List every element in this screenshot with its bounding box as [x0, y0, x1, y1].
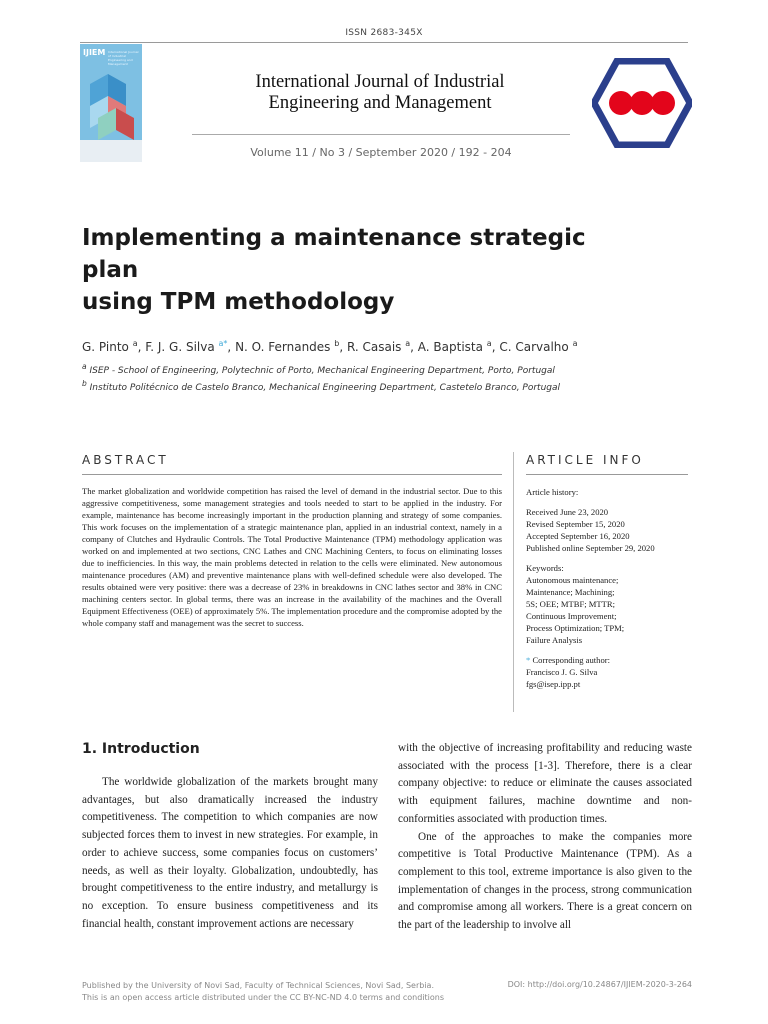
article-info-heading: ARTICLE INFO: [526, 453, 644, 467]
author-affiliation-mark: a: [132, 339, 138, 348]
author-name: F. J. G. Silva $^{a*}$: [145, 339, 228, 354]
affiliation-a-text: ISEP - School of Engineering, Polytechnic of Porto, Mechanical Engineering Department, Porto, Portugal: [89, 366, 555, 376]
article-title-line1: Implementing a maintenance strategic plan: [82, 225, 586, 283]
article-title: [82, 222, 642, 318]
author-affiliation-mark: a: [405, 339, 411, 348]
keyword-line: Continuous Improvement;: [526, 611, 617, 621]
author-name: G. Pinto $^a$: [82, 339, 138, 354]
article-info-panel: [526, 486, 706, 690]
corresponding-label-text: Corresponding author:: [532, 655, 611, 665]
affiliation-a-mark: a: [82, 362, 87, 371]
author-affiliation-mark: a: [486, 339, 492, 348]
intro-paragraph: with the objective of increasing profitability and reducing waste associated with the process [1-3]. Therefore, there is a clear company objective: to reduce or eliminate the causes associated with equipment failures, machine downtime and non-conformities associated with production times.: [398, 742, 692, 825]
history-label: Article history:: [526, 487, 579, 497]
section-heading-introduction: 1. Introduction: [82, 741, 200, 757]
issn: ISSN 2683-345X: [345, 28, 423, 38]
author-name: A. Baptista $^a$: [417, 339, 492, 354]
hexagon-three-dots-icon: [592, 58, 692, 148]
accepted-date: Accepted September 16, 2020: [526, 531, 630, 541]
corresponding-author-email[interactable]: fgs@isep.ipp.pt: [526, 679, 581, 689]
keyword-line: 5S; OEE; MTBF; MTTR;: [526, 599, 616, 609]
journal-name-line1: International Journal of Industrial: [255, 72, 505, 92]
abstract-heading: ABSTRACT: [82, 453, 169, 467]
volume-info: Volume 11 / No 3 / September 2020 / 192 - 204: [250, 146, 512, 159]
author-affiliation-mark: a*: [218, 339, 228, 348]
author-affiliation-mark: a: [572, 339, 578, 348]
article-info-divider: [526, 474, 688, 475]
corresponding-author-label: [526, 654, 706, 666]
keyword-line: Failure Analysis: [526, 635, 583, 645]
affiliation-b: [82, 379, 702, 393]
publisher-footer: [82, 980, 482, 1004]
affiliation-a: [82, 362, 702, 376]
article-title-line2: using TPM methodology: [82, 289, 395, 315]
author-separator: ,: [339, 340, 347, 354]
author-separator: ,: [137, 340, 146, 354]
author-name: R. Casais $^a$: [346, 339, 411, 354]
affiliation-b-mark: b: [82, 379, 87, 388]
corresponding-author-name: Francisco J. G. Silva: [526, 667, 598, 677]
journal-divider: [192, 134, 570, 135]
corresponding-star: *: [526, 655, 531, 665]
doi-link[interactable]: DOI: http://doi.org/10.24867/IJIEM-2020-3-264: [507, 980, 692, 989]
affiliation-b-text: Instituto Politécnico de Castelo Branco, Mechanical Engineering Department, Castetelo Branco, Portugal: [89, 383, 561, 393]
author-separator: ,: [410, 340, 418, 354]
journal-name: [200, 72, 560, 114]
abstract-body: The market globalization and worldwide competition has raised the level of demand in the industrial sector. Due to this aggressive competitiveness, some management strategies and tools needed to start to be applied in the industry. For example, maintenance has become increasingly important in the production planning and strategy of some companies. This work focuses on the implementation of a strategic maintenance plan, applied in an industrial context, namely in a company of Clutches and Hydraulic Controls. The Total Productive Maintenance (TPM) methodology application was worked on and implemented at two sections, CNC Lathes and CNC Machining Centers, to focus on eliminating losses due to inefficiencies. In this way, the main problems detected in relation to the cells were eliminated. New autonomous maintenance procedures (AM) and preventive maintenance plans with well-defined schedule were also developed. The results obtained were very positive: there was a decrease of 23% in breakdowns in CNC lathes sector and 38% in CNC machining centers sector. In global terms, there was an increase in the availability of the machines and the Overall Equipment Effectiveness (OEE) of approximately 5%. The implementation procedure and the compromise adopted by the whole company staff and management was the secret to success.: [82, 486, 502, 628]
journal-cover-thumbnail: [80, 44, 142, 162]
cover-subtitle: International Journal of Industrial Engineering and Management: [108, 50, 139, 66]
author-separator: ,: [491, 340, 500, 354]
published-date: Published online September 29, 2020: [526, 543, 655, 553]
publisher-line: Published by the University of Novi Sad, Faculty of Technical Sciences, Novi Sad, Serbia.: [82, 981, 434, 990]
revised-date: Revised September 15, 2020: [526, 519, 625, 529]
keyword-line: Maintenance; Machining;: [526, 587, 615, 597]
author-separator: ,: [227, 340, 236, 354]
column-divider: [513, 452, 514, 712]
journal-name-line2: Engineering and Management: [268, 93, 492, 113]
intro-paragraph: One of the approaches to make the companies more competitive is Total Productive Maintenance (TPM). As a complement to this tool, extreme importance is also given to the implementation of changes in the process, strong communication and compromise among all workers. There is a great concern on the part of the leadership to involve all: [398, 830, 692, 932]
cover-bottom-strip: [80, 140, 142, 162]
keyword-line: Process Optimization; TPM;: [526, 623, 625, 633]
keyword-line: Autonomous maintenance;: [526, 575, 619, 585]
received-date: Received June 23, 2020: [526, 507, 609, 517]
author-name: C. Carvalho $^a$: [499, 339, 578, 354]
intro-paragraph: The worldwide globalization of the markets brought many advantages, but also dramatically increased the industry competitiveness. The competition to which companies are now subjected forces them to invest in new strategies. For example, in order to achieve success, some companies focus on customers’ needs, as well as their loyalty. Globalization, undoubtedly, has brought competitiveness to the entire industry, and metallurgy is no exception. To ensure business competitiveness and its financial health, constant improvement actions are necessary: [82, 776, 378, 930]
intro-right-column: [398, 740, 692, 935]
abstract-divider: [82, 474, 502, 475]
cover-logo-text: IJIEM: [83, 48, 106, 57]
intro-left-column: [82, 774, 378, 933]
keywords-label: Keywords:: [526, 563, 564, 573]
author-name: N. O. Fernandes $^b$: [235, 339, 340, 354]
header-divider: [80, 42, 688, 43]
author-affiliation-mark: b: [334, 339, 340, 348]
author-list: [82, 339, 702, 354]
license-line: This is an open access article distributed under the CC BY-NC-ND 4.0 terms and conditions: [82, 993, 445, 1002]
